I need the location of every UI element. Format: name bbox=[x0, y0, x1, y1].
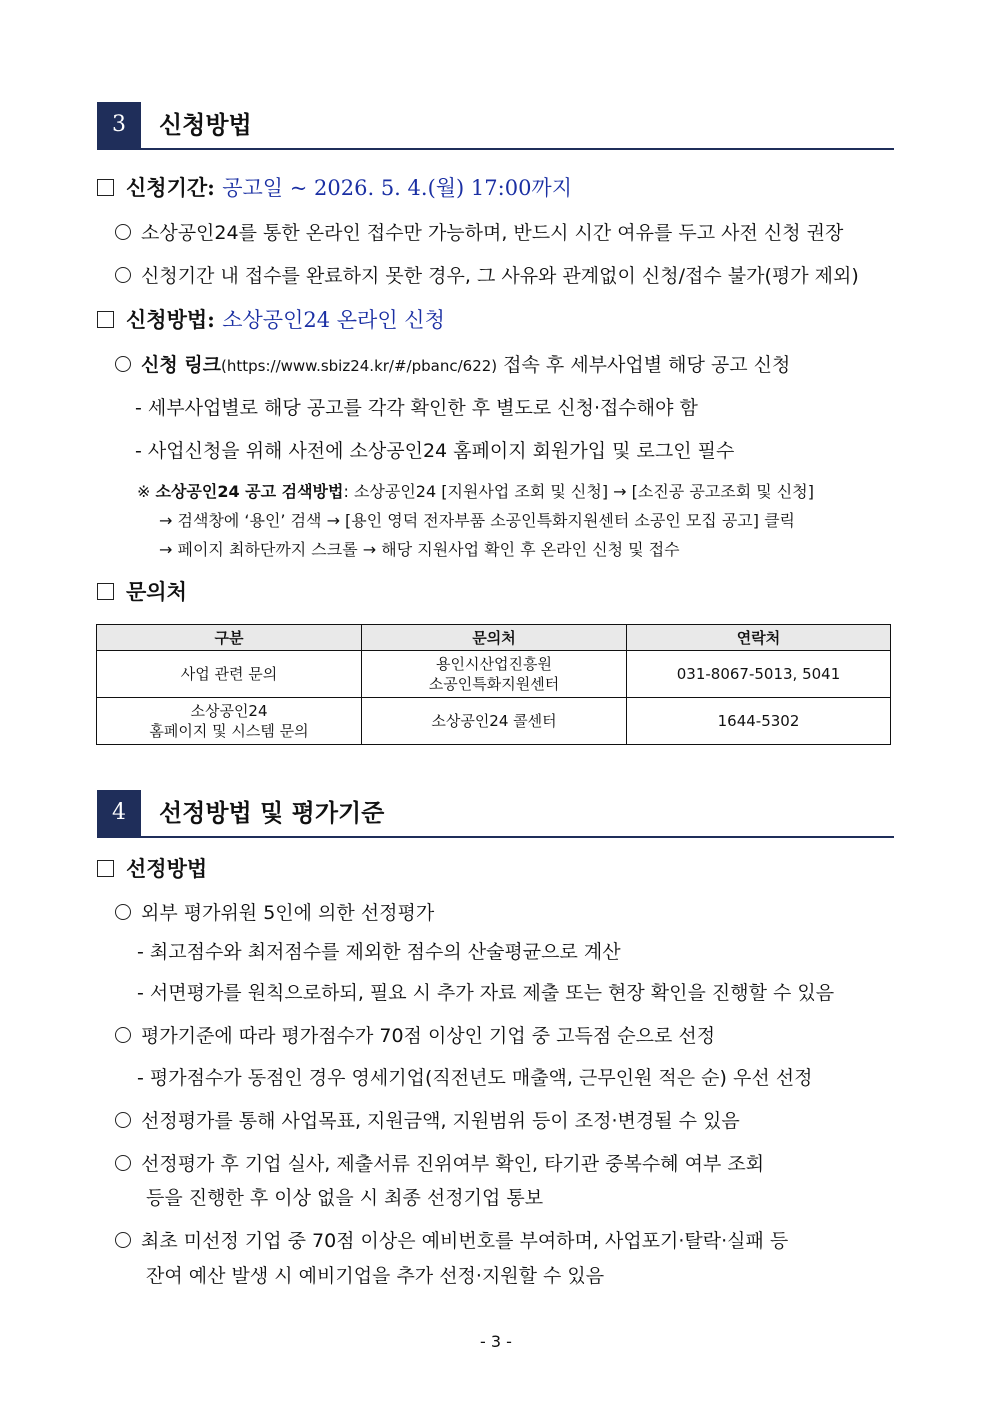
link-url[interactable]: (https://www.sbiz24.kr/#/pbanc/622) bbox=[221, 357, 498, 375]
section-title: 선정방법 및 평가기준 bbox=[159, 798, 385, 827]
selection-item: 선정평가를 통해 사업목표, 지원금액, 지원범위 등이 조정·변경될 수 있음 bbox=[115, 1106, 740, 1133]
link-label: 신청 링크 bbox=[141, 354, 222, 376]
section-title: 신청방법 bbox=[159, 110, 252, 139]
period-label: 신청기간: bbox=[126, 175, 215, 200]
page-number: - 3 - bbox=[480, 1332, 512, 1351]
selection-sub-item: - 최고점수와 최저점수를 제외한 점수의 산술평균으로 계산 bbox=[137, 941, 621, 963]
section-number: 3 bbox=[97, 102, 141, 148]
selection-sub-item: - 평가점수가 동점인 경우 영세기업(직전년도 매출액, 근무인원 적은 순) 우선 선정 bbox=[137, 1067, 813, 1089]
table-cell: 사업 관련 문의 bbox=[97, 651, 362, 698]
selection-sub-item: - 서면평가를 원칙으로하되, 필요 시 추가 자료 제출 또는 현장 확인을 진행할 수 있음 bbox=[137, 982, 835, 1004]
contact-heading: 문의처 bbox=[97, 576, 187, 606]
selection-item: 외부 평가위원 5인에 의한 선정평가 bbox=[115, 898, 434, 925]
circle-bullet-icon bbox=[115, 1112, 131, 1128]
selection-item: 최초 미선정 기업 중 70점 이상은 예비번호를 부여하며, 사업포기·탈락·실패 등 bbox=[115, 1226, 788, 1253]
period-item: 신청기간 내 접수를 완료하지 못한 경우, 그 사유와 관계없이 신청/접수 불가(평가 제외) bbox=[115, 261, 859, 288]
period-heading bbox=[97, 172, 572, 202]
table-row bbox=[97, 698, 891, 745]
search-note-line: → 검색창에 ‘용인’ 검색 → [용인 영덕 전자부품 소공인특화지원센터 소공인 모집 공고] 클릭 bbox=[159, 511, 796, 530]
link-item: 신청 링크(https://www.sbiz24.kr/#/pbanc/622) 접속 후 세부사업별 해당 공고 신청 bbox=[115, 350, 790, 377]
table-header: 구분 bbox=[97, 625, 362, 651]
section-number: 4 bbox=[97, 790, 141, 836]
table-cell: 1644-5302 bbox=[627, 698, 891, 745]
circle-bullet-icon bbox=[115, 904, 131, 920]
method-heading bbox=[97, 304, 445, 334]
section-4-header bbox=[97, 790, 894, 838]
circle-bullet-icon bbox=[115, 1232, 131, 1248]
circle-bullet-icon bbox=[115, 224, 131, 240]
table-header: 문의처 bbox=[362, 625, 627, 651]
circle-bullet-icon bbox=[115, 1155, 131, 1171]
square-bullet-icon bbox=[97, 179, 114, 196]
circle-bullet-icon bbox=[115, 1027, 131, 1043]
table-cell: 소상공인24 홈페이지 및 시스템 문의 bbox=[97, 698, 362, 745]
circle-bullet-icon bbox=[115, 356, 131, 372]
circle-bullet-icon bbox=[115, 267, 131, 283]
square-bullet-icon bbox=[97, 860, 114, 877]
selection-item: 평가기준에 따라 평가점수가 70점 이상인 기업 중 고득점 순으로 선정 bbox=[115, 1021, 715, 1048]
method-label: 신청방법: bbox=[126, 307, 215, 332]
selection-heading: 선정방법 bbox=[97, 853, 207, 883]
selection-item-continued: 등을 진행한 후 이상 없을 시 최종 선정기업 통보 bbox=[146, 1187, 544, 1209]
table-cell: 소상공인24 콜센터 bbox=[362, 698, 627, 745]
selection-item: 선정평가 후 기업 실사, 제출서류 진위여부 확인, 타기관 중복수혜 여부 조회 bbox=[115, 1149, 764, 1176]
table-cell: 031-8067-5013, 5041 bbox=[627, 651, 891, 698]
square-bullet-icon bbox=[97, 311, 114, 328]
note-label: 소상공인24 공고 검색방법 bbox=[155, 482, 344, 501]
contact-table bbox=[96, 624, 891, 745]
section-3-header bbox=[97, 102, 894, 150]
period-value: 공고일 ~ 2026. 5. 4.(월) 17:00까지 bbox=[222, 176, 573, 200]
table-header-row bbox=[97, 625, 891, 651]
search-note: ※ 소상공인24 공고 검색방법: 소상공인24 [지원사업 조회 및 신청] → [소진공 공고조회 및 신청] bbox=[137, 482, 814, 501]
period-item: 소상공인24를 통한 온라인 접수만 가능하며, 반드시 시간 여유를 두고 사전 신청 권장 bbox=[115, 218, 843, 245]
selection-item-continued: 잔여 예산 발생 시 예비기업을 추가 선정·지원할 수 있음 bbox=[146, 1265, 605, 1287]
square-bullet-icon bbox=[97, 583, 114, 600]
method-value: 소상공인24 온라인 신청 bbox=[222, 308, 445, 332]
table-header: 연락처 bbox=[627, 625, 891, 651]
search-note-line: → 페이지 최하단까지 스크롤 → 해당 지원사업 확인 후 온라인 신청 및 접수 bbox=[159, 540, 680, 559]
link-sub-item: - 사업신청을 위해 사전에 소상공인24 홈페이지 회원가입 및 로그인 필수 bbox=[135, 440, 735, 462]
table-row bbox=[97, 651, 891, 698]
table-cell: 용인시산업진흥원 소공인특화지원센터 bbox=[362, 651, 627, 698]
link-sub-item: - 세부사업별로 해당 공고를 각각 확인한 후 별도로 신청·접수해야 함 bbox=[135, 397, 698, 419]
